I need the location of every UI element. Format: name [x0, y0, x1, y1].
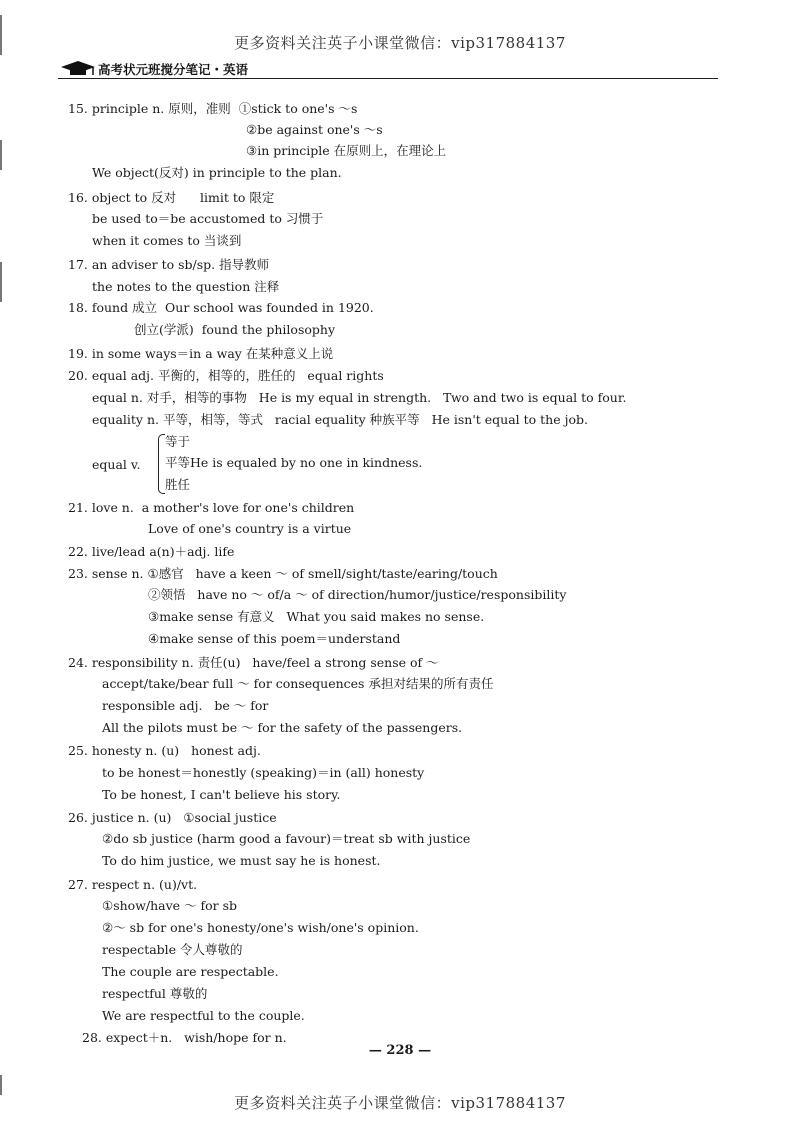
entry-25-example: To be honest, I can't believe his story.: [102, 787, 341, 802]
entry-22-live: 22. live/lead a(n)＋adj. life: [68, 544, 235, 559]
entry-20-equality: equality n. 平等，相等，等式 racial equality 种族平等 He isn't equal to the job.: [92, 412, 588, 427]
entry-20-equal-v-3: 胜任: [165, 477, 191, 492]
entry-23-sense-4: ④make sense of this poem＝understand: [148, 631, 401, 646]
entry-26-do-justice: ②do sb justice (harm good a favour)＝treat sb with justice: [102, 831, 471, 846]
entry-16-comes-to: when it comes to 当谈到: [92, 233, 242, 248]
entry-20-equal-adj: 20. equal adj. 平衡的，相等的，胜任的 equal rights: [68, 368, 384, 383]
page-header: [58, 58, 718, 80]
entry-21-love: 21. love n. a mother's love for one's children: [68, 500, 355, 515]
entry-26-example: To do him justice, we must say he is honest.: [102, 853, 381, 868]
entry-25-to-be-honest: to be honest＝honestly (speaking)＝in (all) honesty: [102, 765, 425, 780]
entry-15-sense-2: ②be against one's ～s: [246, 122, 383, 137]
entry-23-sense-1: 23. sense n. ①感官 have a keen ～ of smell/sight/taste/earing/touch: [68, 566, 498, 581]
entry-27-respectful-example: We are respectful to the couple.: [102, 1008, 305, 1023]
scan-edge: [0, 140, 2, 170]
entry-27-show: ①show/have ～ for sb: [102, 898, 238, 913]
page-number: — 228 —: [368, 1043, 432, 1058]
entry-23-sense-2: ②领悟 have no ～ of/a ～ of direction/humor/justice/responsibility: [148, 587, 567, 602]
entry-17-adviser: 17. an adviser to sb/sp. 指导教师: [68, 257, 270, 272]
header-rule: [58, 78, 718, 79]
entry-27-respectable-example: The couple are respectable.: [102, 964, 279, 979]
watermark-top: 更多资料关注英子小课堂微信：vip317884137: [234, 34, 566, 52]
entry-17-notes: the notes to the question 注释: [92, 279, 280, 294]
scan-edge: [0, 15, 2, 55]
entry-15-sense-3: ③in principle 在原则上，在理论上: [246, 143, 447, 158]
entry-27-respect: 27. respect n. (u)/vt.: [68, 877, 198, 892]
entry-23-sense-3: ③make sense 有意义 What you said makes no sense.: [148, 609, 485, 624]
entry-15-principle: 15. principle n. 原则，准则 ①stick to one's ～s: [68, 101, 358, 116]
entry-15-example: We object(反对) in principle to the plan.: [92, 165, 342, 180]
entry-24-accept: accept/take/bear full ～ for consequences 承担对结果的所有责任: [102, 676, 494, 691]
entry-27-respectful: respectful 尊敬的: [102, 986, 208, 1001]
entry-16-used-to: be used to＝be accustomed to 习惯于: [92, 211, 324, 226]
entry-24-example: All the pilots must be ～ for the safety of the passengers.: [102, 720, 463, 735]
graduation-cap-icon: [60, 60, 96, 80]
entry-20-equal-n: equal n. 对手，相等的事物 He is my equal in strength. Two and two is equal to four.: [92, 390, 627, 405]
entry-24-responsibility: 24. responsibility n. 责任(u) have/feel a strong sense of ～: [68, 655, 439, 670]
entry-21-example: Love of one's country is a virtue: [148, 521, 352, 536]
entry-18-philosophy: 创立(学派) found the philosophy: [134, 322, 336, 337]
watermark-bottom: 更多资料关注英子小课堂微信：vip317884137: [234, 1094, 566, 1112]
entry-25-honesty: 25. honesty n. (u) honest adj.: [68, 743, 261, 758]
entry-20-equal-v-1: 等于: [165, 434, 191, 449]
entry-26-justice: 26. justice n. (u) ①social justice: [68, 810, 277, 825]
entry-18-found: 18. found 成立 Our school was founded in 1920.: [68, 300, 374, 315]
entry-24-responsible: responsible adj. be ～ for: [102, 698, 269, 713]
brace: [158, 434, 165, 494]
entry-20-equal-v-2: 平等He is equaled by no one in kindness.: [165, 455, 423, 470]
entry-20-equal-v-label: equal v.: [92, 457, 141, 472]
entry-27-sb-for: ②～ sb for one's honesty/one's wish/one's opinion.: [102, 920, 419, 935]
entry-16-object: 16. object to 反对 limit to 限定: [68, 190, 275, 205]
entry-27-respectable: respectable 令人尊敬的: [102, 942, 243, 957]
header-title: 高考状元班搅分笔记・英语: [98, 62, 249, 77]
entry-19-ways: 19. in some ways＝in a way 在某种意义上说: [68, 346, 334, 361]
scan-edge: [0, 262, 2, 302]
entry-28-expect: 28. expect＋n. wish/hope for n.: [82, 1030, 287, 1045]
